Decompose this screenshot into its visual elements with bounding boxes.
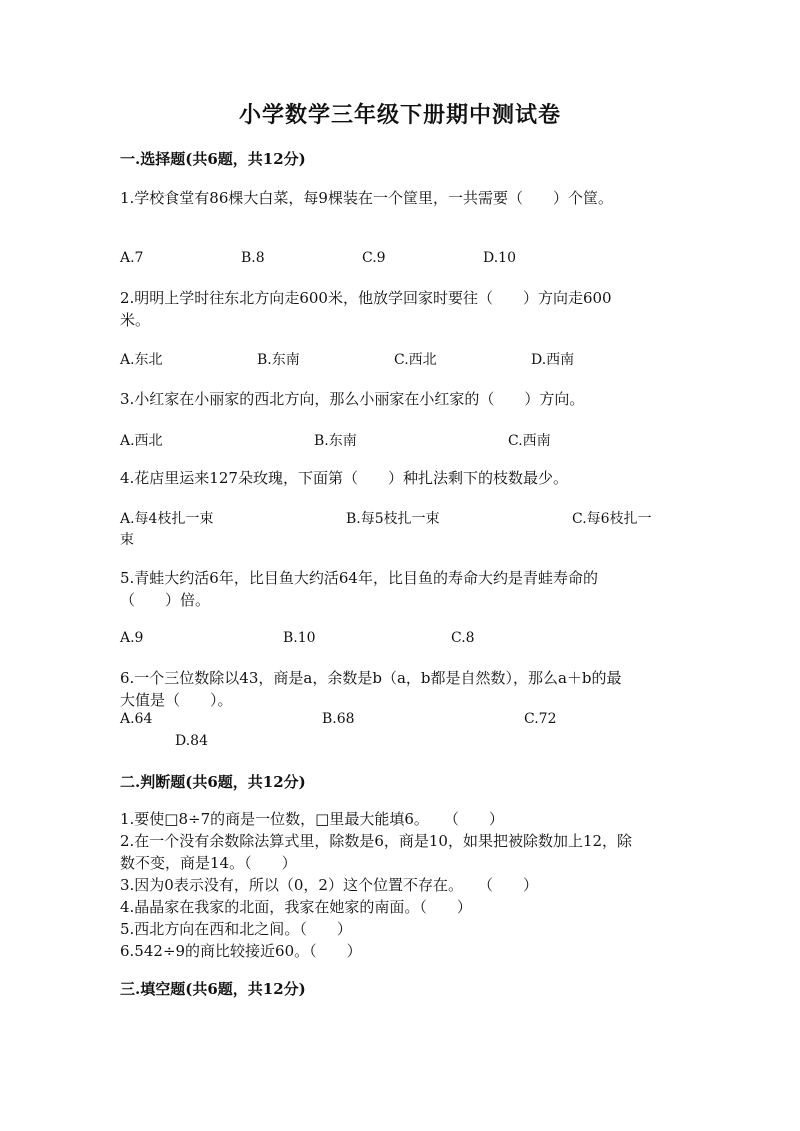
option-a: A.每4枝扎一束 bbox=[120, 511, 214, 527]
question-text: 米。 bbox=[120, 311, 151, 329]
option-d: D.西南 bbox=[531, 352, 575, 368]
option-c-continued: 束 bbox=[120, 532, 134, 548]
judgment-item: 5.西北方向在西和北之间。（ ） bbox=[120, 920, 352, 938]
question-text: 6.一个三位数除以43，商是a，余数是b（a，b都是自然数），那么a＋b的最 bbox=[120, 669, 622, 687]
judgment-item: 2.在一个没有余数除法算式里，除数是6，商是10，如果把被除数加上12，除 bbox=[120, 832, 633, 850]
option-a: A.西北 bbox=[120, 433, 163, 449]
option-d: D.10 bbox=[483, 250, 516, 266]
question-text: 4.花店里运来127朵玫瑰，下面第（ ）种扎法剩下的枝数最少。 bbox=[120, 469, 568, 487]
option-c: C.西北 bbox=[394, 352, 437, 368]
question-text: 3.小红家在小丽家的西北方向，那么小丽家在小红家的（ ）方向。 bbox=[120, 390, 585, 408]
option-a: A.64 bbox=[120, 711, 153, 727]
option-b: B.10 bbox=[283, 630, 316, 646]
option-b: B.每5枝扎一束 bbox=[346, 511, 440, 527]
page-title: 小学数学三年级下册期中测试卷 bbox=[238, 102, 561, 128]
question-text: 5.青蛙大约活6年，比目鱼大约活64年，比目鱼的寿命大约是青蛙寿命的 bbox=[120, 569, 598, 587]
section-heading-judgment: 二.判断题(共6题，共12分) bbox=[120, 773, 306, 791]
option-b: B.8 bbox=[241, 250, 265, 266]
option-c: C.每6枝扎一 bbox=[572, 511, 652, 527]
judgment-item: 1.要使□8÷7的商是一位数，□里最大能填6。 （ ） bbox=[120, 810, 504, 828]
option-a: A.东北 bbox=[120, 352, 163, 368]
option-a: A.9 bbox=[120, 630, 144, 646]
option-b: B.68 bbox=[322, 711, 355, 727]
judgment-item: 4.晶晶家在我家的北面，我家在她家的南面。（ ） bbox=[120, 898, 472, 916]
judgment-item: 6.542÷9的商比较接近60。（ ） bbox=[120, 942, 362, 960]
option-b: B.东南 bbox=[257, 352, 300, 368]
question-text: 1.学校食堂有86棵大白菜，每9棵装在一个筐里，一共需要（ ）个筐。 bbox=[120, 189, 613, 207]
option-c: C.西南 bbox=[508, 433, 551, 449]
judgment-item: 3.因为0表示没有，所以（0，2）这个位置不存在。 （ ） bbox=[120, 876, 538, 894]
option-d: D.84 bbox=[175, 733, 208, 749]
option-c: C.72 bbox=[524, 711, 557, 727]
option-a: A.7 bbox=[120, 250, 144, 266]
option-c: C.8 bbox=[451, 630, 475, 646]
question-text: 大值是（ ）。 bbox=[120, 691, 233, 709]
option-c: C.9 bbox=[362, 250, 386, 266]
option-b: B.东南 bbox=[314, 433, 357, 449]
judgment-item: 数不变，商是14。（ ） bbox=[120, 854, 297, 872]
question-text: 2.明明上学时往东北方向走600米，他放学回家时要往（ ）方向走600 bbox=[120, 289, 612, 307]
section-heading-choice: 一.选择题(共6题，共12分) bbox=[120, 150, 306, 168]
question-text: （ ）倍。 bbox=[120, 591, 211, 609]
section-heading-fill-in: 三.填空题(共6题，共12分) bbox=[120, 980, 306, 998]
